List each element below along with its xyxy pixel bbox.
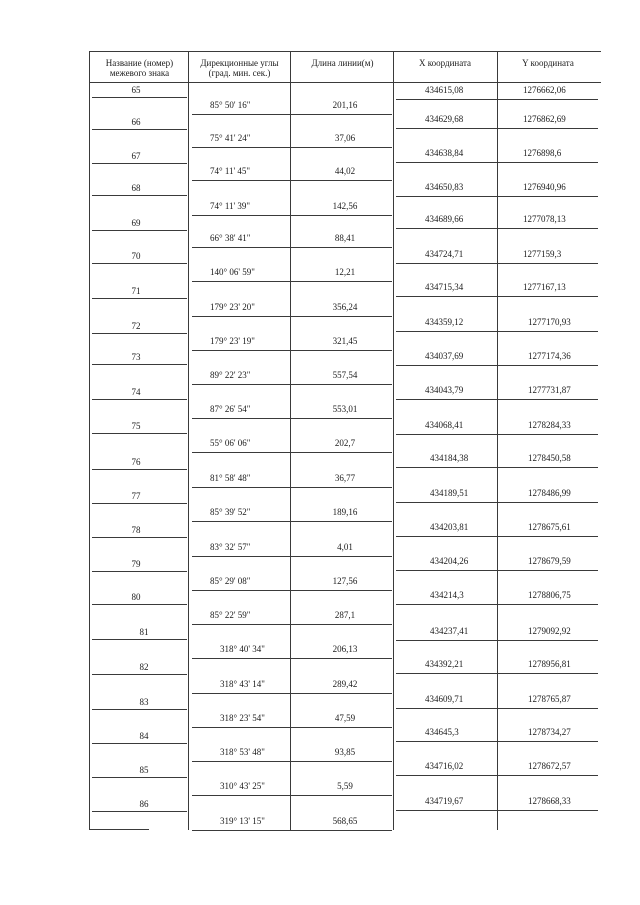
line-length: 206,13 — [332, 644, 358, 654]
row-divider — [192, 658, 392, 659]
x-coordinate: 434189,51 — [430, 488, 469, 498]
table-top-border — [89, 51, 601, 52]
bearing-angle: 85° 50' 16" — [210, 100, 251, 110]
line-length: 5,59 — [337, 781, 353, 791]
x-coordinate: 434203,81 — [430, 522, 469, 532]
bearing-angle: 81° 58' 48" — [210, 473, 251, 483]
point-number: 68 — [131, 183, 141, 193]
bearing-angle: 74° 11' 45" — [210, 166, 251, 176]
line-length: 127,56 — [332, 576, 358, 586]
line-length: 142,56 — [332, 201, 358, 211]
point-number: 86 — [139, 799, 149, 809]
column-divider-3 — [393, 51, 394, 830]
row-divider — [396, 196, 598, 197]
table-bottom-border — [89, 829, 149, 830]
row-divider — [192, 624, 392, 625]
point-number: 76 — [131, 457, 141, 467]
header-bottom-border — [89, 82, 601, 83]
point-number: 79 — [131, 559, 141, 569]
row-divider — [92, 399, 187, 400]
y-coordinate: 1278734,27 — [528, 727, 571, 737]
line-length: 47,59 — [334, 713, 356, 723]
x-coordinate: 434392,21 — [425, 659, 464, 669]
row-divider — [396, 775, 598, 776]
point-number: 67 — [131, 151, 141, 161]
row-divider — [192, 795, 392, 796]
header-point-name: Название (номер) межевого знака — [105, 58, 174, 78]
point-number: 65 — [131, 85, 141, 95]
line-length: 557,54 — [332, 370, 358, 380]
row-divider — [396, 673, 598, 674]
y-coordinate: 1278284,33 — [528, 420, 571, 430]
header-bearing: Дирекционные углы (град. мин. сек.) — [200, 58, 279, 78]
bearing-angle: 318° 40' 34" — [220, 644, 265, 654]
header-x-coordinate: X координата — [418, 58, 472, 68]
line-length: 202,7 — [334, 438, 356, 448]
row-divider — [192, 693, 392, 694]
row-divider — [396, 365, 598, 366]
table-left-border — [89, 51, 90, 830]
bearing-angle: 87° 26' 54" — [210, 404, 251, 414]
x-coordinate: 434609,71 — [425, 694, 464, 704]
y-coordinate: 1277174,36 — [528, 351, 571, 361]
header-length: Длина линии(м) — [311, 58, 374, 68]
line-length: 4,01 — [337, 542, 353, 552]
row-divider — [396, 296, 598, 297]
bearing-angle: 66° 38' 41" — [210, 233, 251, 243]
row-divider — [396, 536, 598, 537]
line-length: 201,16 — [332, 100, 358, 110]
row-divider — [92, 709, 187, 710]
y-coordinate: 1277170,93 — [528, 317, 571, 327]
y-coordinate: 1278486,99 — [528, 488, 571, 498]
row-divider — [92, 639, 187, 640]
y-coordinate: 1277159,3 — [523, 249, 562, 259]
x-coordinate: 434359,12 — [425, 317, 464, 327]
x-coordinate: 434650,83 — [425, 182, 464, 192]
x-coordinate: 434629,68 — [425, 114, 464, 124]
y-coordinate: 1276662,06 — [523, 85, 566, 95]
row-divider — [92, 230, 187, 231]
row-divider — [92, 163, 187, 164]
row-divider — [92, 263, 187, 264]
y-coordinate: 1276862,69 — [523, 114, 566, 124]
bearing-angle: 85° 22' 59" — [210, 610, 251, 620]
x-coordinate: 434184,38 — [430, 453, 469, 463]
row-divider — [92, 604, 187, 605]
row-divider — [396, 99, 598, 100]
row-divider — [92, 503, 187, 504]
line-length: 287,1 — [334, 610, 356, 620]
row-divider — [92, 433, 187, 434]
y-coordinate: 1277167,13 — [523, 282, 566, 292]
line-length: 189,16 — [332, 507, 358, 517]
row-divider — [192, 180, 392, 181]
bearing-angle: 318° 53' 48" — [220, 747, 265, 757]
row-divider — [192, 487, 392, 488]
column-divider-1 — [188, 51, 189, 830]
x-coordinate: 434638,84 — [425, 148, 464, 158]
y-coordinate: 1278668,33 — [528, 796, 571, 806]
line-length: 44,02 — [334, 166, 356, 176]
line-length: 289,42 — [332, 679, 358, 689]
row-divider — [192, 727, 392, 728]
point-number: 70 — [131, 251, 141, 261]
row-divider — [192, 350, 392, 351]
bearing-angle: 74° 11' 39" — [210, 201, 251, 211]
row-divider — [192, 418, 392, 419]
point-number: 72 — [131, 321, 141, 331]
row-divider — [192, 761, 392, 762]
row-divider — [92, 743, 187, 744]
row-divider — [192, 384, 392, 385]
line-length: 568,65 — [332, 816, 358, 826]
x-coordinate: 434214,3 — [430, 590, 464, 600]
row-divider — [396, 741, 598, 742]
line-length: 88,41 — [334, 233, 356, 243]
row-divider — [396, 331, 598, 332]
y-coordinate: 1278679,59 — [528, 556, 571, 566]
x-coordinate: 434716,02 — [425, 761, 464, 771]
x-coordinate: 434615,08 — [425, 85, 464, 95]
row-divider — [396, 228, 598, 229]
row-divider — [396, 263, 598, 264]
row-divider — [92, 811, 187, 812]
y-coordinate: 1278765,87 — [528, 694, 571, 704]
row-divider — [192, 452, 392, 453]
line-length: 321,45 — [332, 336, 358, 346]
point-number: 85 — [139, 765, 149, 775]
y-coordinate: 1279092,92 — [528, 626, 571, 636]
row-divider — [192, 247, 392, 248]
bearing-angle: 179° 23' 19" — [210, 336, 255, 346]
point-number: 81 — [139, 627, 149, 637]
row-divider — [92, 571, 187, 572]
point-number: 82 — [139, 662, 149, 672]
row-divider — [92, 298, 187, 299]
point-number: 71 — [131, 286, 141, 296]
row-divider — [92, 777, 187, 778]
bearing-angle: 179° 23' 20" — [210, 302, 255, 312]
point-number: 80 — [131, 592, 141, 602]
bearing-angle: 83° 32' 57" — [210, 542, 251, 552]
row-divider — [92, 537, 187, 538]
row-divider — [396, 162, 598, 163]
row-divider — [396, 604, 598, 605]
point-number: 78 — [131, 525, 141, 535]
y-coordinate: 1278450,58 — [528, 453, 571, 463]
row-divider — [192, 556, 392, 557]
row-divider — [192, 281, 392, 282]
row-divider — [92, 364, 187, 365]
row-divider — [192, 114, 392, 115]
point-number: 74 — [131, 387, 141, 397]
bearing-angle: 310° 43' 25" — [220, 781, 265, 791]
y-coordinate: 1278672,57 — [528, 761, 571, 771]
row-divider — [92, 97, 187, 98]
bearing-angle: 55° 06' 06" — [210, 438, 251, 448]
row-divider — [92, 333, 187, 334]
x-coordinate: 434645,3 — [425, 727, 459, 737]
y-coordinate: 1276940,96 — [523, 182, 566, 192]
y-coordinate: 1278956,81 — [528, 659, 571, 669]
x-coordinate: 434204,26 — [430, 556, 469, 566]
bearing-angle: 75° 41' 24" — [210, 133, 251, 143]
row-divider — [92, 195, 187, 196]
row-divider — [396, 502, 598, 503]
y-coordinate: 1277078,13 — [523, 214, 566, 224]
bearing-angle: 318° 43' 14" — [220, 679, 265, 689]
row-divider — [396, 399, 598, 400]
row-divider — [92, 674, 187, 675]
y-coordinate: 1278806,75 — [528, 590, 571, 600]
row-divider — [396, 467, 598, 468]
row-divider — [192, 521, 392, 522]
column-divider-4 — [497, 51, 498, 830]
x-coordinate: 434043,79 — [425, 385, 464, 395]
x-coordinate: 434719,67 — [425, 796, 464, 806]
bearing-angle: 85° 39' 52" — [210, 507, 251, 517]
line-length: 553,01 — [332, 404, 358, 414]
line-length: 36,77 — [334, 473, 356, 483]
row-divider — [396, 640, 598, 641]
y-coordinate: 1277731,87 — [528, 385, 571, 395]
bearing-angle: 85° 29' 08" — [210, 576, 251, 586]
line-length: 37,06 — [334, 133, 356, 143]
line-length: 93,85 — [334, 747, 356, 757]
x-coordinate: 434689,66 — [425, 214, 464, 224]
row-divider — [92, 129, 187, 130]
x-coordinate: 434237,41 — [430, 626, 469, 636]
row-divider — [192, 316, 392, 317]
y-coordinate: 1278675,61 — [528, 522, 571, 532]
row-divider — [192, 830, 392, 831]
row-divider — [192, 147, 392, 148]
point-number: 69 — [131, 218, 141, 228]
y-coordinate: 1276898,6 — [523, 148, 562, 158]
x-coordinate: 434715,34 — [425, 282, 464, 292]
header-y-coordinate: Y координата — [522, 58, 574, 68]
row-divider — [192, 215, 392, 216]
line-length: 356,24 — [332, 302, 358, 312]
row-divider — [396, 708, 598, 709]
row-divider — [396, 570, 598, 571]
x-coordinate: 434037,69 — [425, 351, 464, 361]
row-divider — [396, 128, 598, 129]
bearing-angle: 140° 06' 59" — [210, 267, 255, 277]
point-number: 75 — [131, 421, 141, 431]
x-coordinate: 434724,71 — [425, 249, 464, 259]
point-number: 77 — [131, 491, 141, 501]
point-number: 73 — [131, 352, 141, 362]
bearing-angle: 318° 23' 54" — [220, 713, 265, 723]
line-length: 12,21 — [334, 267, 356, 277]
point-number: 66 — [131, 117, 141, 127]
bearing-angle: 89° 22' 23" — [210, 370, 251, 380]
row-divider — [92, 469, 187, 470]
row-divider — [192, 590, 392, 591]
x-coordinate: 434068,41 — [425, 420, 464, 430]
row-divider — [396, 810, 598, 811]
point-number: 84 — [139, 731, 149, 741]
row-divider — [396, 434, 598, 435]
bearing-angle: 319° 13' 15" — [220, 816, 265, 826]
point-number: 83 — [139, 697, 149, 707]
